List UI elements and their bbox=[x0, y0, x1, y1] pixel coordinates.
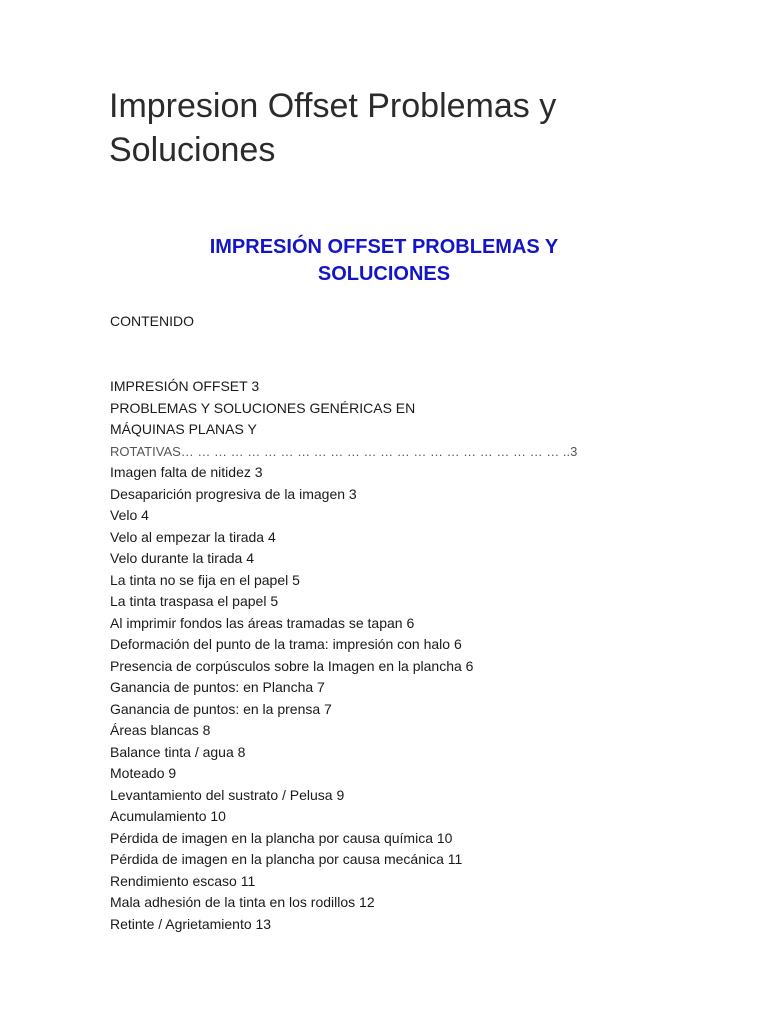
toc-item: Deformación del punto de la trama: impresión con halo 6 bbox=[110, 636, 462, 652]
document-heading-line-1: IMPRESIÓN OFFSET PROBLEMAS Y bbox=[209, 236, 559, 258]
toc-item: Áreas blancas 8 bbox=[110, 722, 211, 738]
toc-item: Ganancia de puntos: en Plancha 7 bbox=[110, 679, 325, 695]
page-title: Impresion Offset Problemas y Soluciones bbox=[109, 87, 557, 169]
toc-item: Pérdida de imagen en la plancha por causa mecánica 11 bbox=[110, 851, 463, 867]
document-heading bbox=[150, 234, 618, 288]
toc-item: Balance tinta / agua 8 bbox=[110, 743, 246, 760]
toc-item: Levantamiento del sustrato / Pelusa 9 bbox=[110, 786, 345, 803]
toc-item: IMPRESIÓN OFFSET 3 bbox=[110, 378, 260, 394]
toc-item: PROBLEMAS Y SOLUCIONES GENÉRICAS EN bbox=[110, 399, 416, 416]
toc-item: Velo durante la tirada 4 bbox=[110, 550, 254, 566]
toc-item: Al imprimir fondos las áreas tramadas se tapan 6 bbox=[110, 614, 415, 631]
toc-item: MÁQUINAS PLANAS Y bbox=[110, 421, 257, 437]
toc-item: Imagen falta de nitidez 3 bbox=[110, 464, 263, 480]
toc-item: La tinta traspasa el papel 5 bbox=[110, 593, 279, 609]
toc-item: Moteado 9 bbox=[110, 765, 177, 781]
toc-item: Pérdida de imagen en la plancha por causa química 10 bbox=[110, 829, 453, 846]
toc-item: Presencia de corpúsculos sobre la Imagen en la plancha 6 bbox=[110, 657, 474, 674]
toc-item: Mala adhesión de la tinta en los rodillos 12 bbox=[110, 894, 375, 910]
toc-item: ROTATIVAS… … … … … … … … … … … … … … … … … … … … … … … ..3 bbox=[110, 443, 578, 459]
toc-item: Retinte / Agrietamiento 13 bbox=[110, 915, 272, 932]
toc-item: Velo 4 bbox=[110, 507, 149, 523]
toc-item: Velo al empezar la tirada 4 bbox=[110, 528, 276, 545]
document-heading-line-2: SOLUCIONES bbox=[317, 263, 451, 285]
toc-item: Ganancia de puntos: en la prensa 7 bbox=[110, 700, 332, 717]
toc-item: Rendimiento escaso 11 bbox=[110, 872, 256, 889]
toc-item: Desaparición progresiva de la imagen 3 bbox=[110, 485, 357, 502]
table-of-contents bbox=[110, 376, 670, 935]
toc-item: La tinta no se fija en el papel 5 bbox=[110, 571, 300, 588]
contents-label: CONTENIDO bbox=[110, 313, 194, 329]
toc-item: Acumulamiento 10 bbox=[110, 808, 226, 824]
